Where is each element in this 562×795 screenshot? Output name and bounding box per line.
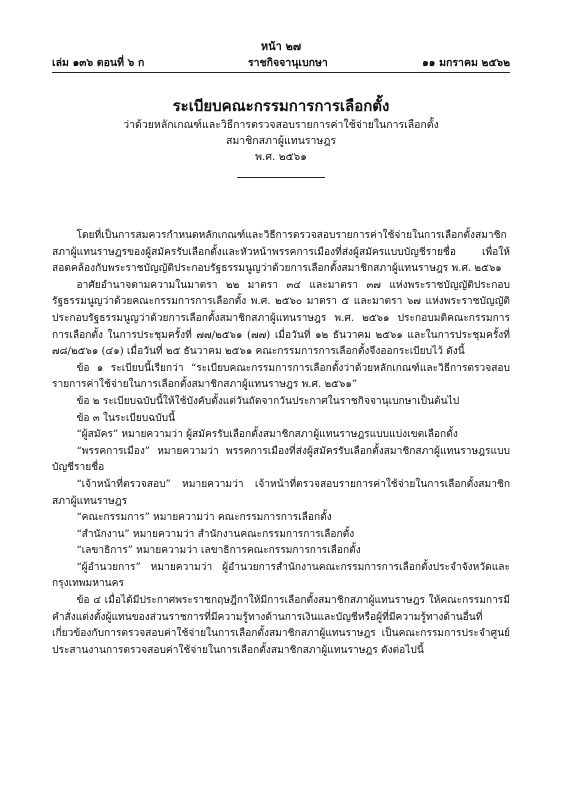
publication-date: ๑๑ มกราคม ๒๕๖๒ xyxy=(422,57,510,69)
header-divider xyxy=(52,72,510,73)
page-number: หน้า ๒๗ xyxy=(260,40,302,53)
authority-paragraph: อาศัยอำนาจตามความในมาตรา ๒๒ มาตรา ๓๔ และมาตรา ๓๗ แห่งพระราชบัญญัติประกอบรัฐธรรมนูญว่าด้วยคณะกรรมการการเลือกตั้ง พ.ศ. ๒๕๖๐ มาตรา ๕ และมาตรา ๖๗ แห่งพระราชบัญญัติประกอบรัฐธรรมนูญว่าด้วยการเลือกตั้งสมาชิกสภาผู้แทนราษฎร พ.ศ. ๒๕๖๑ ประกอบมติคณะกรรมการการเลือกตั้ง ในการประชุมครั้งที่ ๗๗/๒๕๖๑ (๗๗) เมื่อวันที่ ๑๒ ธันวาคม ๒๕๖๑ และในการประชุมครั้งที่ ๗๘/๒๕๖๑ (๔๑) เมื่อวันที่ ๒๕ ธันวาคม ๒๕๖๑ คณะกรรมการการเลือกตั้งจึงออกระเบียบไว้ ดังนี้ xyxy=(52,279,510,358)
title-block xyxy=(0,84,562,178)
preamble-paragraph: โดยที่เป็นการสมควรกำหนดหลักเกณฑ์และวิธีการตรวจสอบรายการค่าใช้จ่ายในการเลือกตั้งสมาชิกสภาผู้แทนราษฎรของผู้สมัครรับเลือกตั้งและหัวหน้าพรรคการเมืองที่ส่งผู้สมัครแบบบัญชีรายชื่อ เพื่อให้สอดคล้องกับพระราชบัญญัติประกอบรัฐธรรมนูญว่าด้วยการเลือกตั้งสมาชิกสภาผู้แทนราษฎร พ.ศ. ๒๕๖๑ xyxy=(52,230,510,275)
definition-commission: “คณะกรรมการ” หมายความว่า คณะกรรมการการเลือกตั้ง xyxy=(76,512,332,524)
definition-secretary-general: “เลขาธิการ” หมายความว่า เลขาธิการคณะกรรมการการเลือกตั้ง xyxy=(76,545,361,557)
definition-office: “สำนักงาน” หมายความว่า สำนักงานคณะกรรมการการเลือกตั้ง xyxy=(76,528,355,540)
document-year: พ.ศ. ๒๕๖๑ xyxy=(255,151,307,163)
clause-3: ข้อ ๓ ในระเบียบฉบับนี้ xyxy=(76,412,176,424)
clause-1: ข้อ ๑ ระเบียบนี้เรียกว่า “ระเบียบคณะกรรมการการเลือกตั้งว่าด้วยหลักเกณฑ์และวิธีการตรวจสอบรายการค่าใช้จ่ายในการเลือกตั้งสมาชิกสภาผู้แทนราษฎร พ.ศ. ๒๕๖๑” xyxy=(52,362,510,391)
gazette-header xyxy=(52,54,510,70)
clause-4: ข้อ ๔ เมื่อได้มีประกาศพระราชกฤษฎีกาให้มีการเลือกตั้งสมาชิกสภาผู้แทนราษฎร ให้คณะกรรมการมีคำสั่งแต่งตั้งผู้แทนของส่วนราชการที่มีความรู้ทางด้านการเงินและบัญชีหรือผู้ที่มีความรู้ทางด้านอื่นที่เกี่ยวข้องกับการตรวจสอบค่าใช้จ่ายในการเลือกตั้งสมาชิกสภาผู้แทนราษฎร เป็นคณะกรรมการประจำศูนย์ประสานงานการตรวจสอบค่าใช้จ่ายในการเลือกตั้งสมาชิกสภาผู้แทนราษฎร ดังต่อไปนี้ xyxy=(52,595,510,656)
document-body xyxy=(52,228,510,659)
clause-2: ข้อ ๒ ระเบียบฉบับนี้ให้ใช้บังคับตั้งแต่วันถัดจากวันประกาศในราชกิจจานุเบกษาเป็นต้นไป xyxy=(76,395,460,407)
definition-party: “พรรคการเมือง” หมายความว่า พรรคการเมืองที่ส่งผู้สมัครรับเลือกตั้งสมาชิกสภาผู้แทนราษฎรแบบบัญชีรายชื่อ xyxy=(52,445,510,474)
document-subtitle-2: สมาชิกสภาผู้แทนราษฎร xyxy=(225,135,337,147)
document-title: ระเบียบคณะกรรมการการเลือกตั้ง xyxy=(172,97,390,115)
definition-inspector: “เจ้าหน้าที่ตรวจสอบ” หมายความว่า เจ้าหน้าที่ตรวจสอบรายการค่าใช้จ่ายในการเลือกตั้งสมาชิกสภาผู้แทนราษฎร xyxy=(52,478,510,507)
gazette-name: ราชกิจจานุเบกษา xyxy=(248,57,328,69)
definition-candidate: “ผู้สมัคร” หมายความว่า ผู้สมัครรับเลือกตั้งสมาชิกสภาผู้แทนราษฎรแบบแบ่งเขตเลือกตั้ง xyxy=(76,429,458,441)
title-divider xyxy=(237,177,325,178)
volume-issue: เล่ม ๑๓๖ ตอนที่ ๖ ก xyxy=(52,57,145,69)
document-subtitle: ว่าด้วยหลักเกณฑ์และวิธีการตรวจสอบรายการค่าใช้จ่ายในการเลือกตั้ง xyxy=(123,119,439,131)
definition-director: “ผู้อำนวยการ” หมายความว่า ผู้อำนวยการสำนักงานคณะกรรมการการเลือกตั้งประจำจังหวัดและกรุงเทพมหานคร xyxy=(52,561,510,590)
